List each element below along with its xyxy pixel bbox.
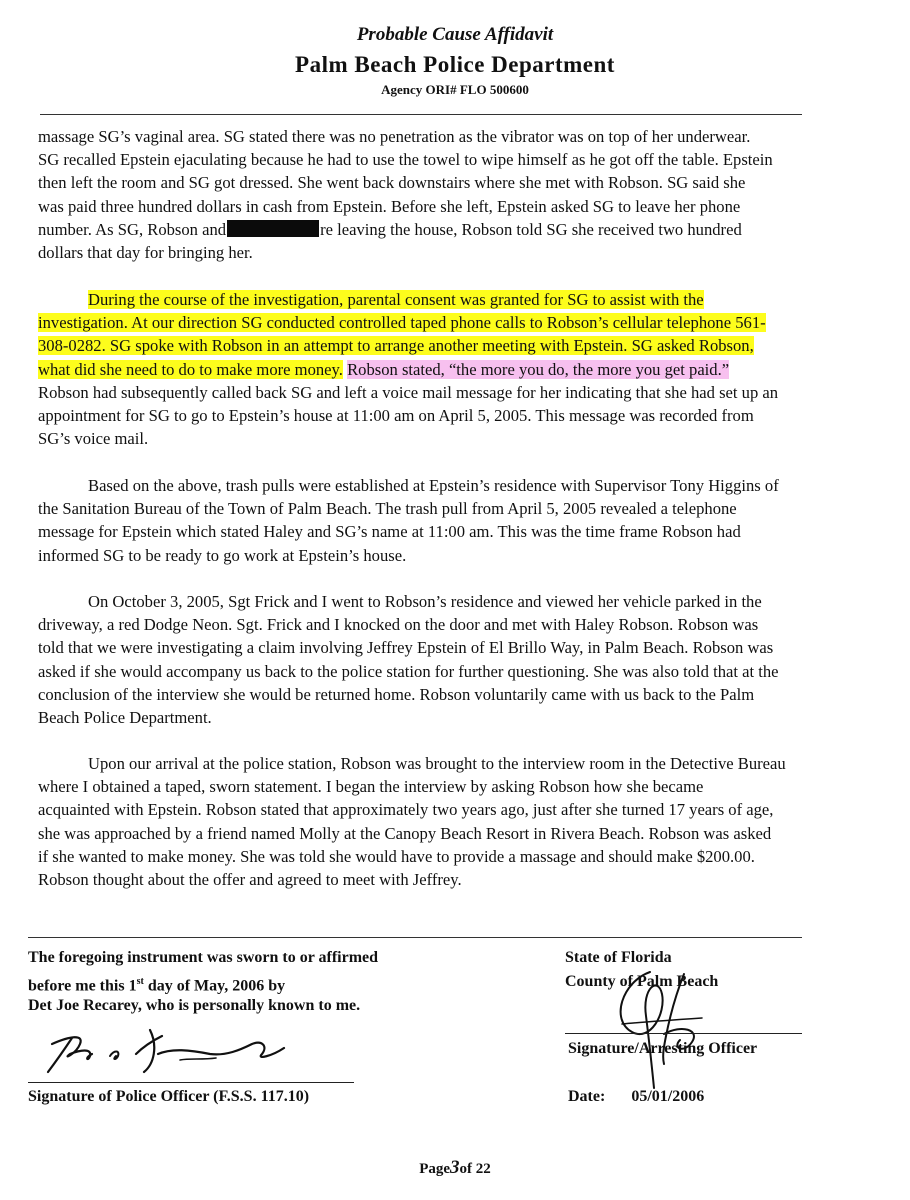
text-line: SG recalled Epstein ejaculating because he had to use the towel to wipe himself as he got off the table. Epstein	[38, 150, 773, 170]
date-field	[568, 1088, 704, 1106]
text-line: Robson had subsequently called back SG and left a voice mail message for her indicating that she had set up an	[38, 382, 779, 402]
paragraph-2	[38, 288, 868, 450]
text-fragment: before me this 1	[28, 977, 137, 995]
agency-ori: Agency ORI# FLO 500600	[381, 82, 529, 97]
police-officer-signature-label: Signature of Police Officer (F.S.S. 117.10)	[28, 1088, 310, 1105]
text-line: Robson thought about the offer and agreed to meet with Jeffrey.	[38, 869, 462, 889]
text-line	[38, 334, 868, 357]
text-line: told that we were investigating a claim involving Jeffrey Epstein of El Brillo Way, in Palm Beach. Robson was	[38, 638, 774, 658]
highlighted-text: what did she need to do to make more money.	[38, 359, 343, 379]
header-divider	[40, 114, 802, 115]
text-fragment: number. As SG, Robson and	[38, 219, 227, 239]
ordinal-suffix: st	[136, 976, 144, 987]
police-officer-signature	[40, 1020, 300, 1082]
text-line	[38, 288, 868, 311]
date-label: Date:	[568, 1088, 606, 1105]
text-line: dollars that day for bringing her.	[38, 242, 253, 262]
text-fragment: re leaving the house, Robson told SG she received two hundred	[320, 219, 742, 239]
paragraph-1	[38, 125, 868, 264]
signature-line	[565, 1033, 802, 1034]
arresting-officer-signature-label: Signature/Arresting Officer	[568, 1040, 758, 1057]
text-line: the Sanitation Bureau of the Town of Palm Beach. The trash pull from April 5, 2005 revealed a telephone	[38, 499, 737, 519]
redaction-bar	[227, 220, 319, 237]
text-line	[38, 358, 868, 381]
text-line: acquainted with Epstein. Robson stated that approximately two years ago, just after she turned 17 years of age,	[38, 800, 774, 820]
text-line: Det Joe Recarey, who is personally known to me.	[28, 997, 361, 1014]
highlighted-text: During the course of the investigation, parental consent was granted for SG to assist with the	[88, 290, 704, 309]
text-line: Based on the above, trash pulls were established at Epstein’s residence with Supervisor Tony Higgins of	[88, 476, 779, 495]
text-line: massage SG’s vaginal area. SG stated there was no penetration as the vibrator was on top of her underwear.	[38, 127, 751, 146]
department-name: Palm Beach Police Department	[295, 52, 615, 77]
text-line	[38, 311, 868, 334]
current-page: 3	[450, 1157, 460, 1178]
text-line	[28, 970, 378, 994]
highlighted-text: investigation. At our direction SG conducted controlled taped phone calls to Robson’s cellular telephone 561-	[38, 313, 766, 333]
text-line: was paid three hundred dollars in cash from Epstein. Before she left, Epstein asked SG to leave her phone	[38, 196, 741, 216]
county-label: County of Palm Beach	[565, 973, 719, 990]
document-title: Probable Cause Affidavit	[356, 24, 554, 45]
text-line: where I obtained a taped, sworn statement. I began the interview by asking Robson how she became	[38, 777, 704, 797]
text-line: if she wanted to make money. She was told she would have to provide a massage and should make $200.00.	[38, 846, 755, 866]
text-line: Upon our arrival at the police station, Robson was brought to the interview room in the Detective Bureau	[88, 754, 786, 773]
text-line: SG’s voice mail.	[38, 429, 149, 449]
footer-divider	[28, 937, 802, 938]
sworn-statement	[28, 946, 378, 1018]
page-number	[0, 1157, 910, 1179]
paragraph-3	[38, 474, 868, 567]
text-line: appointment for SG to go to Epstein’s house at 11:00 am on April 5, 2005. This message was recorded from	[38, 405, 754, 425]
highlighted-quote: Robson stated, “the more you do, the more you get paid.”	[347, 359, 730, 379]
text-line: driveway, a red Dodge Neon. Sgt. Frick and I knocked on the door and met with Haley Robson. Robson was	[38, 615, 759, 635]
date-value: 05/01/2006	[631, 1088, 705, 1105]
state-label: State of Florida	[565, 949, 672, 966]
text-fragment: day of May, 2006 by	[143, 977, 286, 995]
highlighted-text: 308-0282. SG spoke with Robson in an attempt to arrange another meeting with Epstein. SG asked Robson,	[38, 336, 754, 356]
text-line: On October 3, 2005, Sgt Frick and I went to Robson’s residence and viewed her vehicle parked in the	[88, 592, 762, 611]
text-line: she was approached by a friend named Molly at the Canopy Beach Resort in Rivera Beach. Robson was asked	[38, 823, 772, 843]
text-line: informed SG to be ready to go work at Epstein’s house.	[38, 545, 407, 565]
text-line: message for Epstein which stated Haley and SG’s name at 11:00 am. This was the time frame Robson had	[38, 522, 741, 542]
text-line: The foregoing instrument was sworn to or affirmed	[28, 949, 379, 966]
paragraph-5	[38, 752, 868, 891]
text-line: conclusion of the interview she would be returned home. Robson voluntarily came with us back to the Palm	[38, 684, 755, 704]
text-line: then left the room and SG got dressed. She went back downstairs where she met with Robson. SG said she	[38, 173, 746, 193]
signature-line	[28, 1082, 354, 1083]
arresting-officer-signature	[592, 964, 722, 1092]
text-line	[38, 218, 868, 241]
page-prefix: Page	[419, 1161, 451, 1177]
page-total: of 22	[459, 1161, 491, 1177]
text-line: asked if she would accompany us back to the police station for further questioning. She was also told that at the	[38, 661, 779, 681]
paragraph-4	[38, 590, 868, 729]
text-line: Beach Police Department.	[38, 707, 212, 727]
